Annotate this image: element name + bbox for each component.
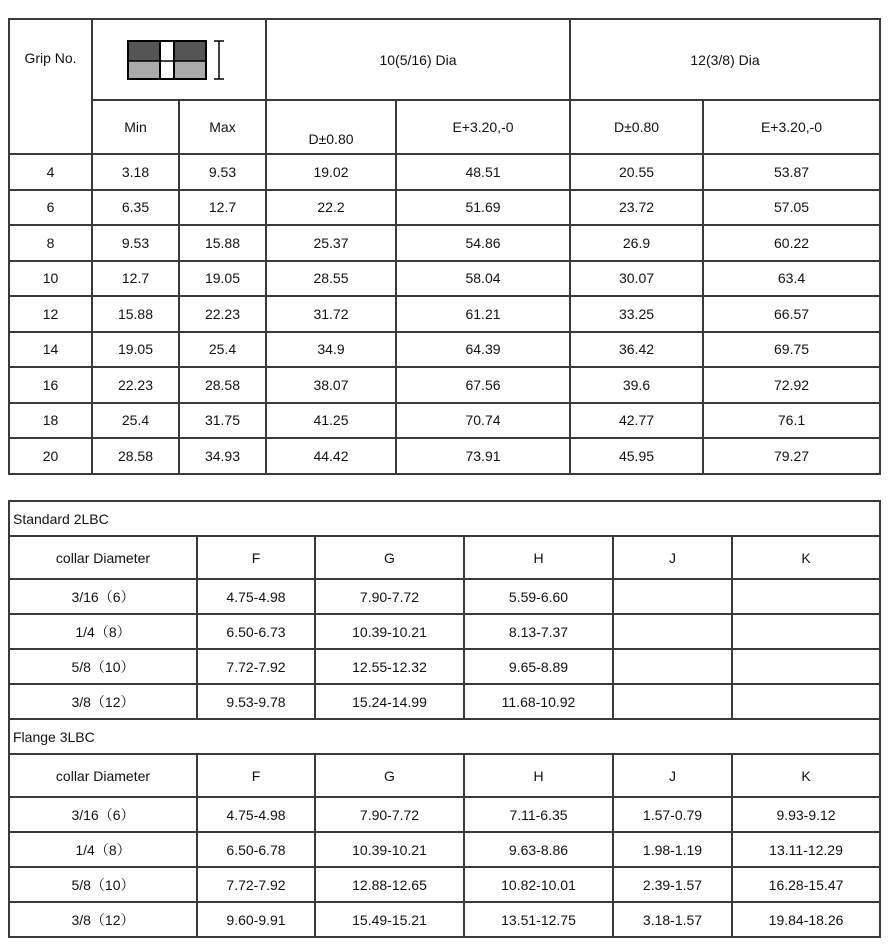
grip-table [8, 18, 881, 475]
table-cell: 2.39-1.57 [613, 867, 732, 902]
table-cell: 10 [9, 261, 92, 297]
table-cell: 10.39-10.21 [315, 832, 464, 867]
column-header-row [9, 754, 880, 797]
table-row [9, 797, 880, 832]
column-header: G [315, 754, 464, 797]
grip-header-row-1 [9, 19, 880, 100]
table-cell: 31.75 [179, 403, 266, 439]
diagram-cell [92, 19, 266, 100]
table-cell: 53.87 [703, 154, 880, 190]
column-header: J [613, 536, 732, 579]
d-tol-header-12: D±0.80 [570, 100, 703, 154]
table-cell: 9.60-9.91 [197, 902, 315, 937]
table-cell: 76.1 [703, 403, 880, 439]
table-cell: 7.11-6.35 [464, 797, 613, 832]
table-cell: 18 [9, 403, 92, 439]
min-header: Min [92, 100, 179, 154]
table-cell: 13.11-12.29 [732, 832, 880, 867]
table-row [9, 225, 880, 261]
table-cell: 10.39-10.21 [315, 614, 464, 649]
table-cell: 48.51 [396, 154, 570, 190]
table-cell: 12.88-12.65 [315, 867, 464, 902]
table-cell: 15.49-15.21 [315, 902, 464, 937]
table-cell: 19.02 [266, 154, 396, 190]
column-header: H [464, 536, 613, 579]
table-cell: 34.93 [179, 438, 266, 474]
table-cell: 15.88 [92, 296, 179, 332]
table-cell: 41.25 [266, 403, 396, 439]
table-cell: 67.56 [396, 367, 570, 403]
table-cell: 16.28-15.47 [732, 867, 880, 902]
table-cell: 9.63-8.86 [464, 832, 613, 867]
table-cell: 13.51-12.75 [464, 902, 613, 937]
table-cell: 30.07 [570, 261, 703, 297]
grip-no-header: Grip No. [9, 19, 92, 154]
column-header: collar Diameter [9, 754, 197, 797]
table-cell: 51.69 [396, 190, 570, 226]
table-cell: 44.42 [266, 438, 396, 474]
table-cell: 72.92 [703, 367, 880, 403]
table-cell: 42.77 [570, 403, 703, 439]
table-cell: 12.7 [92, 261, 179, 297]
table-row [9, 867, 880, 902]
table-cell: 9.53 [179, 154, 266, 190]
table-cell [732, 614, 880, 649]
table-row [9, 902, 880, 937]
table-cell: 66.57 [703, 296, 880, 332]
table-cell: 9.65-8.89 [464, 649, 613, 684]
column-header-row [9, 536, 880, 579]
table-cell: 9.53-9.78 [197, 684, 315, 719]
table-cell [613, 649, 732, 684]
table-cell: 5.59-6.60 [464, 579, 613, 614]
table-cell: 15.24-14.99 [315, 684, 464, 719]
table-cell: 69.75 [703, 332, 880, 368]
table-cell: 15.88 [179, 225, 266, 261]
table-cell [732, 579, 880, 614]
table-cell: 1/4（8） [9, 832, 197, 867]
table-cell: 12.7 [179, 190, 266, 226]
column-header: collar Diameter [9, 536, 197, 579]
table-row [9, 190, 880, 226]
column-header: K [732, 536, 880, 579]
table-cell [732, 684, 880, 719]
table-cell: 22.23 [179, 296, 266, 332]
table-cell: 10.82-10.01 [464, 867, 613, 902]
table-cell: 20 [9, 438, 92, 474]
table-cell: 63.4 [703, 261, 880, 297]
table-row [9, 154, 880, 190]
table-cell: 14 [9, 332, 92, 368]
table-cell: 3.18 [92, 154, 179, 190]
table-cell: 28.55 [266, 261, 396, 297]
table-row [9, 403, 880, 439]
table-cell: 8.13-7.37 [464, 614, 613, 649]
collar-body [9, 501, 880, 937]
table-cell [613, 614, 732, 649]
table-cell: 6.35 [92, 190, 179, 226]
table-row [9, 332, 880, 368]
table-cell: 38.07 [266, 367, 396, 403]
table-cell: 73.91 [396, 438, 570, 474]
table-cell [732, 649, 880, 684]
table-cell: 6 [9, 190, 92, 226]
table-cell: 9.53 [92, 225, 179, 261]
table-cell [613, 684, 732, 719]
table-cell: 79.27 [703, 438, 880, 474]
table-cell: 1/4（8） [9, 614, 197, 649]
table-row [9, 614, 880, 649]
table-cell: 23.72 [570, 190, 703, 226]
table-cell: 34.9 [266, 332, 396, 368]
table-cell: 12 [9, 296, 92, 332]
table-cell: 64.39 [396, 332, 570, 368]
e-tol-header-10: E+3.20,-0 [396, 100, 570, 154]
table-cell: 25.4 [179, 332, 266, 368]
grip-body [9, 154, 880, 474]
table-cell: 19.84-18.26 [732, 902, 880, 937]
table-row [9, 261, 880, 297]
column-header: J [613, 754, 732, 797]
table-cell: 22.23 [92, 367, 179, 403]
column-header: G [315, 536, 464, 579]
table-cell: 5/8（10） [9, 867, 197, 902]
dia-12-header: 12(3/8) Dia [570, 19, 880, 100]
table-cell: 22.2 [266, 190, 396, 226]
table-cell: 4.75-4.98 [197, 579, 315, 614]
table-row [9, 832, 880, 867]
table-cell [613, 579, 732, 614]
table-cell: 57.05 [703, 190, 880, 226]
table-cell: 39.6 [570, 367, 703, 403]
table-row [9, 438, 880, 474]
column-header: H [464, 754, 613, 797]
table-cell: 6.50-6.73 [197, 614, 315, 649]
section-title: Standard 2LBC [9, 501, 880, 536]
table-cell: 1.57-0.79 [613, 797, 732, 832]
max-header: Max [179, 100, 266, 154]
table-cell: 60.22 [703, 225, 880, 261]
column-header: K [732, 754, 880, 797]
table-cell: 61.21 [396, 296, 570, 332]
table-cell: 3/8（12） [9, 684, 197, 719]
table-cell: 25.4 [92, 403, 179, 439]
table-cell: 5/8（10） [9, 649, 197, 684]
table-cell: 4.75-4.98 [197, 797, 315, 832]
collar-cross-section-icon [124, 37, 234, 83]
table-cell: 28.58 [92, 438, 179, 474]
table-cell: 31.72 [266, 296, 396, 332]
section-title-row [9, 719, 880, 754]
table-row [9, 649, 880, 684]
column-header: F [197, 754, 315, 797]
table-cell: 7.90-7.72 [315, 797, 464, 832]
table-cell: 4 [9, 154, 92, 190]
table-cell: 7.72-7.92 [197, 649, 315, 684]
table-cell: 3/16（6） [9, 797, 197, 832]
e-tol-header-12: E+3.20,-0 [703, 100, 880, 154]
table-cell: 8 [9, 225, 92, 261]
table-row [9, 367, 880, 403]
table-cell: 16 [9, 367, 92, 403]
table-cell: 1.98-1.19 [613, 832, 732, 867]
section-title-row [9, 501, 880, 536]
table-cell: 19.05 [92, 332, 179, 368]
table-cell: 7.90-7.72 [315, 579, 464, 614]
table-cell: 33.25 [570, 296, 703, 332]
table-cell: 45.95 [570, 438, 703, 474]
table-cell: 3.18-1.57 [613, 902, 732, 937]
grip-header-row-2 [9, 100, 880, 154]
dia-10-header: 10(5/16) Dia [266, 19, 570, 100]
table-cell: 3/8（12） [9, 902, 197, 937]
table-cell: 70.74 [396, 403, 570, 439]
table-cell: 9.93-9.12 [732, 797, 880, 832]
table-row [9, 296, 880, 332]
table-cell: 7.72-7.92 [197, 867, 315, 902]
d-tol-header-10: D±0.80 [266, 100, 396, 154]
table-cell: 19.05 [179, 261, 266, 297]
column-header: F [197, 536, 315, 579]
table-cell: 26.9 [570, 225, 703, 261]
table-cell: 12.55-12.32 [315, 649, 464, 684]
table-cell: 6.50-6.78 [197, 832, 315, 867]
collar-table [8, 500, 881, 938]
table-cell: 58.04 [396, 261, 570, 297]
section-title: Flange 3LBC [9, 719, 880, 754]
table-cell: 20.55 [570, 154, 703, 190]
table-cell: 28.58 [179, 367, 266, 403]
table-row [9, 579, 880, 614]
table-cell: 11.68-10.92 [464, 684, 613, 719]
table-row [9, 684, 880, 719]
table-cell: 25.37 [266, 225, 396, 261]
table-cell: 36.42 [570, 332, 703, 368]
table-cell: 54.86 [396, 225, 570, 261]
table-cell: 3/16（6） [9, 579, 197, 614]
